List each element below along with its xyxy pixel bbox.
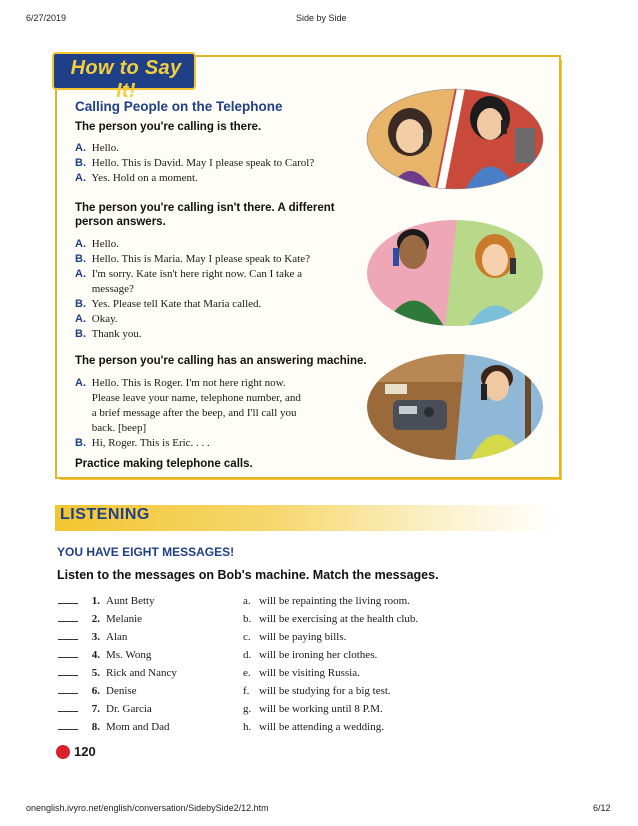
dialogue-line: B. Thank you. — [75, 328, 142, 340]
list-item: d. will be ironing her clothes. — [243, 649, 378, 661]
list-item: 7. Dr. Garcia — [58, 702, 152, 716]
red-dot-icon — [56, 745, 70, 759]
dialogue-line: A. Hello. — [75, 238, 119, 250]
list-item: h. will be attending a wedding. — [243, 721, 384, 733]
dialogue-line: a brief message after the beep, and I'll call you — [91, 407, 297, 419]
answer-blank[interactable] — [58, 630, 78, 640]
answer-blank[interactable] — [58, 666, 78, 676]
list-item: e. will be visiting Russia. — [243, 667, 360, 679]
list-item: 3. Alan — [58, 630, 127, 644]
print-page: 6/12 — [593, 803, 611, 813]
list-item: 6. Denise — [58, 684, 137, 698]
dialogue-line: A. Yes. Hold on a moment. — [75, 172, 198, 184]
s2-heading-2: person answers. — [75, 216, 166, 228]
print-url: onenglish.ivyro.net/english/conversation/SidebySide2/12.htm — [26, 803, 269, 813]
answer-blank[interactable] — [58, 702, 78, 712]
answer-blank[interactable] — [58, 594, 78, 604]
dialogue-line: B. Hello. This is Maria. May I please speak to Kate? — [75, 253, 310, 265]
dialogue-line: A. I'm sorry. Kate isn't here right now. Can I take a — [75, 268, 303, 280]
list-item: 8. Mom and Dad — [58, 720, 170, 734]
dialogue-line: Please leave your name, telephone number, and — [91, 392, 301, 404]
dialogue-line: B. Hi, Roger. This is Eric. . . . — [75, 437, 210, 449]
list-item: f. will be studying for a big test. — [243, 685, 391, 697]
dialogue-line: B. Yes. Please tell Kate that Maria called. — [75, 298, 262, 310]
print-title: Side by Side — [296, 13, 347, 23]
s2-heading-1: The person you're calling isn't there. A different — [75, 202, 335, 214]
listening-subtitle: YOU HAVE EIGHT MESSAGES! — [57, 545, 235, 559]
listening-title: LISTENING — [60, 506, 150, 523]
dialogue-line: message? — [91, 283, 134, 295]
phone-call-illustration-1 — [365, 88, 545, 190]
practice-text: Practice making telephone calls. — [75, 458, 253, 470]
s3-heading: The person you're calling has an answering machine. — [75, 355, 367, 367]
badge-text: How to Say It! — [70, 57, 182, 102]
answer-blank[interactable] — [58, 612, 78, 622]
s1-dialogue — [75, 141, 375, 186]
page-number: 120 — [74, 744, 96, 759]
dialogue-line: A. Hello. — [75, 142, 119, 154]
dialogue-line: B. Hello. This is David. May I please speak to Carol? — [75, 157, 315, 169]
list-item: 4. Ms. Wong — [58, 648, 151, 662]
list-item: 2. Melanie — [58, 612, 142, 626]
how-to-say-it-badge — [52, 52, 196, 102]
list-item: g. will be working until 8 P.M. — [243, 703, 383, 715]
list-item: a. will be repainting the living room. — [243, 595, 410, 607]
answer-blank[interactable] — [58, 648, 78, 658]
dialogue-line: back. [beep] — [91, 422, 147, 434]
answering-machine-illustration — [365, 352, 545, 462]
listening-instruction: Listen to the messages on Bob's machine. Match the messages. — [57, 568, 439, 582]
print-date: 6/27/2019 — [26, 13, 67, 23]
list-item: 5. Rick and Nancy — [58, 666, 177, 680]
section-title: Calling People on the Telephone — [75, 99, 283, 114]
list-item: 1. Aunt Betty — [58, 594, 155, 608]
list-item: b. will be exercising at the health club. — [243, 613, 419, 625]
phone-call-illustration-2 — [365, 218, 545, 328]
dialogue-line: A. Okay. — [75, 313, 118, 325]
s2-dialogue — [75, 237, 365, 342]
answer-blank[interactable] — [58, 684, 78, 694]
dialogue-line: A. Hello. This is Roger. I'm not here right now. — [75, 377, 286, 389]
list-item: c. will be paying bills. — [243, 631, 347, 643]
answer-blank[interactable] — [58, 720, 78, 730]
s3-dialogue — [75, 376, 365, 451]
s1-heading: The person you're calling is there. — [75, 121, 262, 133]
